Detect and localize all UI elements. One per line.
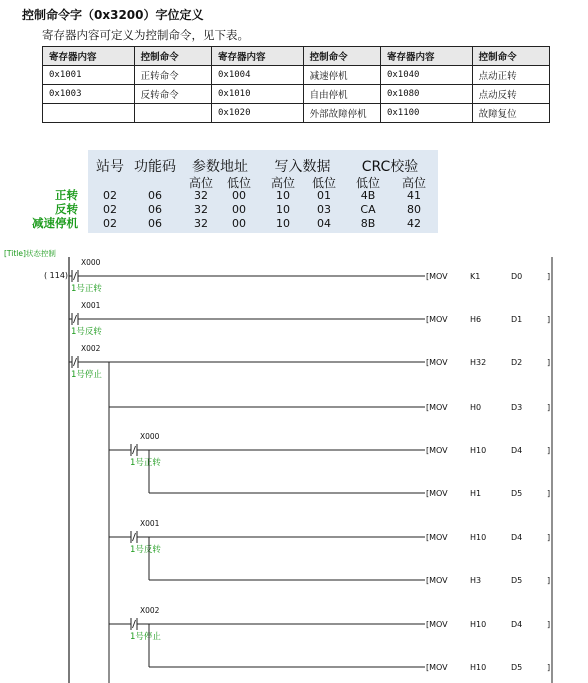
header-write-data: 写入数据	[274, 159, 331, 175]
header-control-command: 控制命令	[303, 47, 380, 66]
contact-address: X001	[140, 519, 160, 528]
instruction-op: [MOV	[426, 403, 448, 412]
frame-cell: 02	[103, 203, 117, 216]
instruction-op: [MOV	[426, 620, 448, 629]
table-row	[43, 66, 550, 85]
table-cell: 自由停机	[303, 85, 380, 104]
table-cell: 0x1004	[211, 66, 303, 85]
instruction-op: [MOV	[426, 272, 448, 281]
subheader-low: 低位	[226, 176, 251, 190]
row-label-forward: 正转	[55, 188, 78, 202]
instruction-destination: D5	[511, 489, 523, 498]
instruction-source: H1	[470, 489, 482, 498]
contact-label: 1号停止	[71, 370, 102, 380]
instruction-source: H0	[470, 403, 482, 412]
header-register-content: 寄存器内容	[211, 47, 303, 66]
instruction-source: H3	[470, 576, 482, 585]
contact-address: X002	[81, 344, 101, 353]
contact-symbol	[133, 446, 136, 454]
header-station: 站号	[96, 159, 124, 175]
frame-cell: 4B	[360, 189, 376, 202]
table-cell: 0x1001	[43, 66, 135, 85]
instruction-end: ]	[547, 403, 551, 412]
frame-cell: CA	[360, 203, 376, 216]
contact-label: 1号正转	[71, 284, 102, 294]
contact-symbol	[74, 315, 77, 323]
subheader-low: 低位	[311, 176, 336, 190]
table-cell: 反转命令	[134, 85, 211, 104]
register-command-table	[42, 46, 550, 123]
frame-cell: 32	[194, 217, 208, 230]
frame-cell: 01	[317, 189, 331, 202]
contact-label: 1号反转	[130, 545, 161, 555]
instruction-source: K1	[470, 272, 481, 281]
instruction-destination: D5	[511, 576, 523, 585]
contact-label: 1号反转	[71, 327, 102, 337]
subheader-high: 高位	[188, 176, 213, 190]
instruction-op: [MOV	[426, 446, 448, 455]
instruction-source: H10	[470, 620, 487, 629]
instruction-source: H10	[470, 663, 487, 672]
header-crc: CRC校验	[361, 159, 419, 175]
frame-cell: 42	[407, 217, 421, 230]
instruction-destination: D4	[511, 620, 523, 629]
table-row	[43, 85, 550, 104]
ladder-diagram	[0, 247, 588, 683]
instruction-destination: D2	[511, 358, 523, 367]
contact-symbol	[133, 620, 136, 628]
frame-cell: 02	[103, 189, 117, 202]
section-subtitle: 寄存器内容可定义为控制命令，见下表。	[42, 28, 249, 42]
table-cell: 正转命令	[134, 66, 211, 85]
frame-cell: 00	[232, 203, 246, 216]
frame-cell: 03	[317, 203, 331, 216]
frame-cell: 10	[276, 189, 290, 202]
frame-cell: 00	[232, 189, 246, 202]
frame-cell: 41	[407, 189, 421, 202]
table-row	[43, 104, 550, 123]
table-cell: 0x1003	[43, 85, 135, 104]
frame-cell: 32	[194, 189, 208, 202]
instruction-op: [MOV	[426, 663, 448, 672]
instruction-end: ]	[547, 663, 551, 672]
header-function-code: 功能码	[134, 159, 176, 175]
instruction-destination: D4	[511, 446, 523, 455]
subheader-high: 高位	[270, 176, 295, 190]
contact-address: X000	[81, 258, 101, 267]
instruction-op: [MOV	[426, 315, 448, 324]
instruction-destination: D5	[511, 663, 523, 672]
frame-cell: 00	[232, 217, 246, 230]
table-cell	[134, 104, 211, 123]
subheader-high: 高位	[401, 176, 426, 190]
table-cell: 减速停机	[303, 66, 380, 85]
contact-label: 1号正转	[130, 458, 161, 468]
instruction-end: ]	[547, 620, 551, 629]
frame-cell: 8B	[360, 217, 376, 230]
table-cell: 0x1010	[211, 85, 303, 104]
instruction-op: [MOV	[426, 358, 448, 367]
contact-symbol	[133, 533, 136, 541]
contact-symbol	[74, 272, 77, 280]
ladder-rungs	[69, 258, 550, 683]
table-cell: 点动反转	[472, 85, 549, 104]
frame-cell: 04	[317, 217, 331, 230]
instruction-source: H6	[470, 315, 482, 324]
header-control-command: 控制命令	[134, 47, 211, 66]
frame-cell: 06	[148, 203, 162, 216]
instruction-op: [MOV	[426, 576, 448, 585]
subheader-low: 低位	[355, 176, 380, 190]
table-cell: 0x1040	[380, 66, 472, 85]
table-cell: 外部故障停机	[303, 104, 380, 123]
contact-address: X000	[140, 432, 160, 441]
frame-cell: 10	[276, 203, 290, 216]
table-header-row	[43, 47, 550, 66]
instruction-destination: D4	[511, 533, 523, 542]
contact-address: X001	[81, 301, 101, 310]
instruction-end: ]	[547, 446, 551, 455]
instruction-source: H32	[470, 358, 487, 367]
instruction-source: H10	[470, 533, 487, 542]
table-cell	[43, 104, 135, 123]
instruction-destination: D1	[511, 315, 523, 324]
header-param-address: 参数地址	[192, 159, 248, 175]
instruction-end: ]	[547, 489, 551, 498]
ladder-comment: [Title]状态控制	[4, 249, 56, 258]
table-cell: 点动正转	[472, 66, 549, 85]
instruction-destination: D3	[511, 403, 523, 412]
contact-label: 1号停止	[130, 632, 161, 642]
frame-cell: 10	[276, 217, 290, 230]
instruction-op: [MOV	[426, 533, 448, 542]
header-register-content: 寄存器内容	[43, 47, 135, 66]
row-label-decel-stop: 减速停机	[32, 216, 78, 230]
section-title: 控制命令字（0x3200）字位定义	[22, 8, 204, 22]
instruction-end: ]	[547, 272, 551, 281]
table-cell: 0x1100	[380, 104, 472, 123]
table-cell: 0x1080	[380, 85, 472, 104]
instruction-end: ]	[547, 533, 551, 542]
frame-cell: 02	[103, 217, 117, 230]
frame-cell: 06	[148, 217, 162, 230]
contact-symbol	[74, 358, 77, 366]
table-cell: 故障复位	[472, 104, 549, 123]
row-label-reverse: 反转	[55, 202, 78, 216]
instruction-end: ]	[547, 576, 551, 585]
table-cell: 0x1020	[211, 104, 303, 123]
frame-cell: 32	[194, 203, 208, 216]
header-control-command: 控制命令	[472, 47, 549, 66]
frame-cell: 06	[148, 189, 162, 202]
instruction-op: [MOV	[426, 489, 448, 498]
header-register-content: 寄存器内容	[380, 47, 472, 66]
instruction-end: ]	[547, 358, 551, 367]
instruction-destination: D0	[511, 272, 523, 281]
instruction-source: H10	[470, 446, 487, 455]
ladder-step-number: ( 114)	[44, 271, 69, 280]
instruction-end: ]	[547, 315, 551, 324]
contact-address: X002	[140, 606, 160, 615]
frame-cell: 80	[407, 203, 421, 216]
